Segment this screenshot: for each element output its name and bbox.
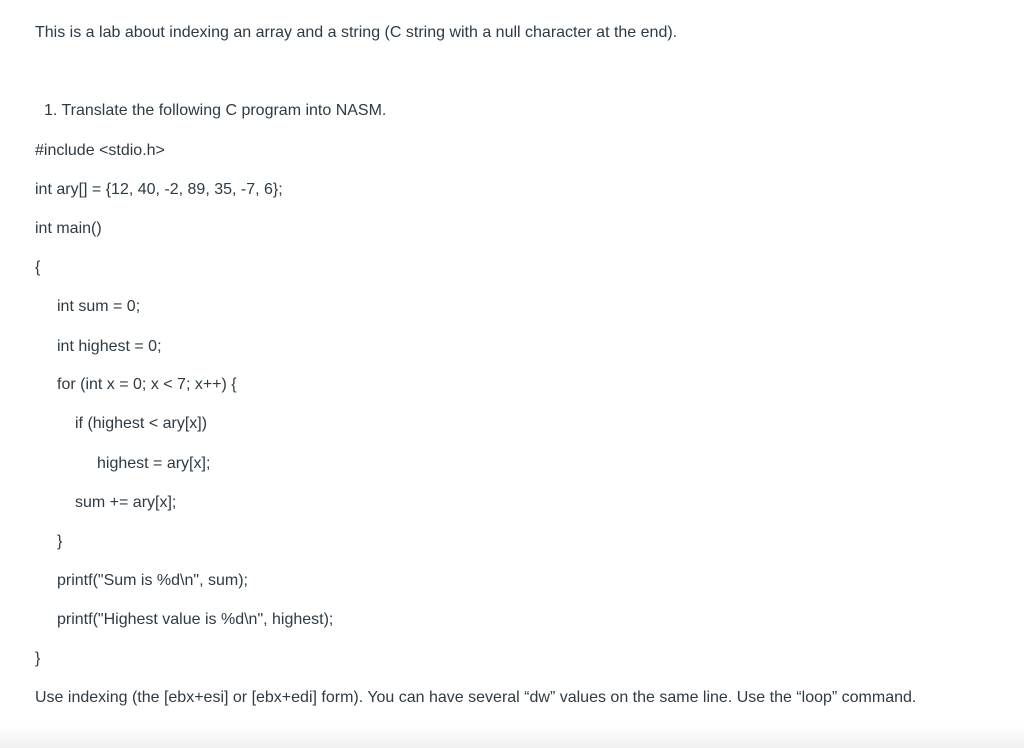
code-array-declaration: int ary[] = {12, 40, -2, 89, 35, -7, 6}; bbox=[35, 181, 283, 198]
code-sum-declaration: int sum = 0; bbox=[57, 298, 141, 315]
code-sum-add: sum += ary[x]; bbox=[75, 494, 177, 511]
task-number: 1. bbox=[44, 102, 58, 119]
code-for-loop: for (int x = 0; x < 7; x++) { bbox=[57, 376, 237, 393]
code-if-statement: if (highest < ary[x]) bbox=[75, 415, 208, 432]
code-main-signature: int main() bbox=[35, 220, 102, 237]
task-item bbox=[44, 101, 386, 121]
code-assign-highest: highest = ary[x]; bbox=[97, 455, 211, 472]
task-text: Translate the following C program into NASM. bbox=[61, 102, 387, 119]
code-close-main-brace: } bbox=[35, 650, 41, 667]
bottom-edge-shade bbox=[0, 726, 1024, 748]
code-close-for-brace: } bbox=[57, 533, 63, 550]
code-include-line: #include <stdio.h> bbox=[35, 142, 165, 159]
instructions-note: Use indexing (the [ebx+esi] or [ebx+edi] form). You can have several “dw” values on the same line. Use the “loop” command. bbox=[35, 689, 917, 706]
code-open-brace: { bbox=[35, 259, 41, 276]
intro-text: This is a lab about indexing an array and a string (C string with a null character at the end). bbox=[35, 24, 678, 41]
code-printf-highest: printf("Highest value is %d\n", highest); bbox=[57, 611, 334, 628]
code-highest-declaration: int highest = 0; bbox=[57, 338, 162, 355]
code-printf-sum: printf("Sum is %d\n", sum); bbox=[57, 572, 248, 589]
